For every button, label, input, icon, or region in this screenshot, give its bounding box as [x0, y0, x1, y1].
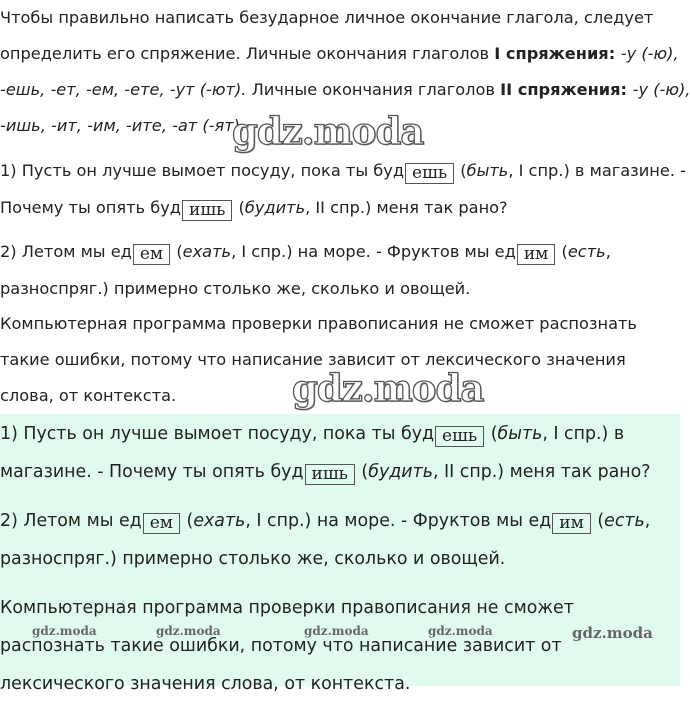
intro-line-3: -ешь, -ет, -ем, -ете, -ут (-ют). Личные окончания глаголов II спряжения: -у (-ю), [0, 80, 690, 99]
answer-note-line-2: распознать такие ошибки, потому что написание зависит от [0, 636, 562, 656]
watermark-logo: gdz.moda [304, 624, 369, 638]
example-2-line-1: 2) Летом мы ед ем (ехать, I спр.) на море. - Фруктов мы ед им (есть, [0, 242, 611, 264]
example-1-line-2: Почему ты опять буд ишь (будить, II спр.) меня так рано? [0, 198, 508, 220]
intro-line-4: -ишь, -ит, -им, -ите, -ат (-ят). [0, 116, 246, 135]
ending-box: ишь [182, 200, 232, 221]
watermark-logo: gdz.moda [292, 366, 484, 410]
intro-line-2: определить его спряжение. Личные окончания глаголов I спряжения: -у (-ю), [0, 44, 679, 63]
answer-panel [0, 414, 680, 694]
ending-box: ешь [435, 426, 484, 447]
answer-note-line-1: Компьютерная программа проверки правописания не сможет [0, 598, 574, 618]
example-2-line-2: разноспряг.) примерно столько же, сколько и овощей. [0, 279, 471, 298]
note-line-1: Компьютерная программа проверки правописания не сможет распознать [0, 314, 637, 333]
watermark-logo: gdz.moda [156, 624, 221, 638]
answer-example-2-line-1: 2) Летом мы ед ем (ехать, I спр.) на море. - Фруктов мы ед им (есть, [0, 511, 651, 533]
ending-box: ем [143, 513, 180, 534]
intro-line-1: Чтобы правильно написать безударное личное окончание глагола, следует [0, 8, 654, 27]
note-line-3: слова, от контекста. [0, 386, 177, 405]
ending-box: ем [133, 244, 170, 265]
ending-box: им [517, 244, 556, 265]
answer-example-2-line-2: разноспряг.) примерно столько же, сколько и овощей. [0, 549, 506, 569]
watermark-logo: gdz.moda [232, 109, 424, 153]
watermark-logo: gdz.moda [428, 624, 493, 638]
ending-box: ешь [405, 163, 454, 184]
note-line-2: такие ошибки, потому что написание зависит от лексического значения [0, 350, 626, 369]
ending-box: ишь [305, 464, 355, 485]
ending-box: им [552, 513, 591, 534]
example-1-line-1: 1) Пусть он лучше вымоет посуду, пока ты буд ешь (быть, I спр.) в магазине. - [0, 161, 686, 183]
answer-note-line-3: лексического значения слова, от контекста. [0, 674, 411, 694]
watermark-logo: gdz.moda [572, 624, 653, 642]
watermark-logo: gdz.moda [32, 624, 97, 638]
answer-example-1-line-1: 1) Пусть он лучше вымоет посуду, пока ты буд ешь (быть, I спр.) в [0, 424, 625, 446]
answer-example-1-line-2: магазине. - Почему ты опять буд ишь (будить, II спр.) меня так рано? [0, 462, 651, 484]
